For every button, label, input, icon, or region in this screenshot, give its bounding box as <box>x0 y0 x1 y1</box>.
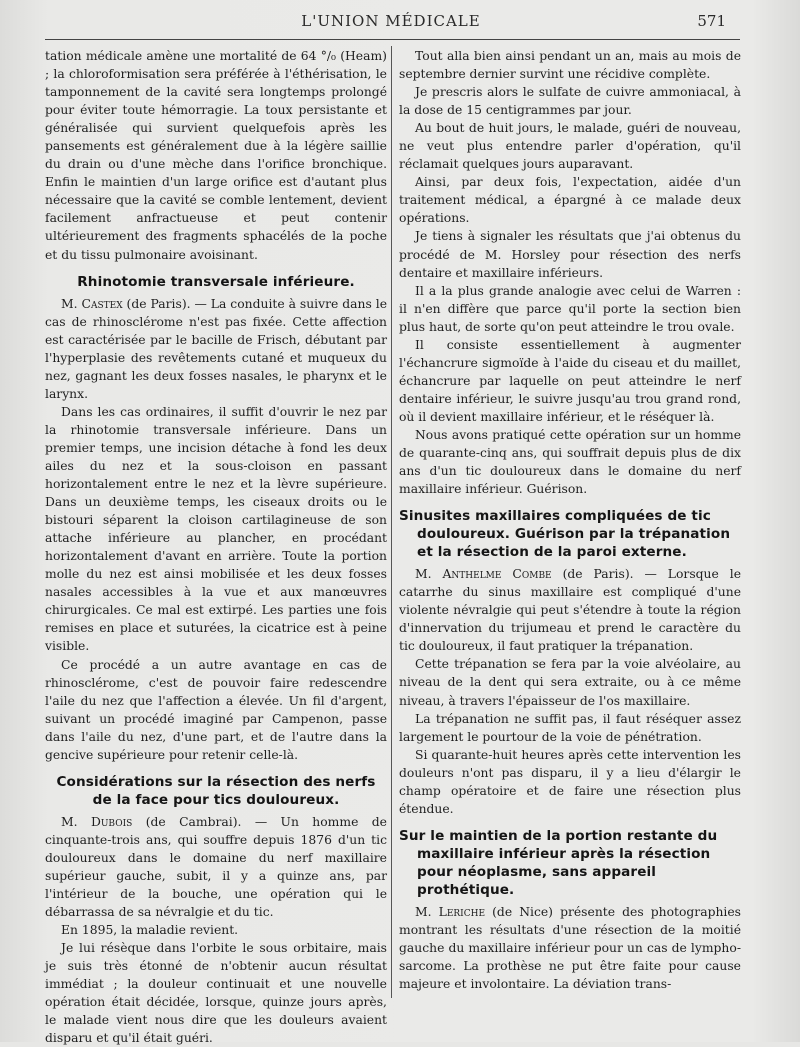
journal-title: L'UNION MÉDICALE <box>301 12 481 30</box>
paragraph: Cette trépanation se fera par la voie alvéolaire, au niveau de la dent qui sera extraite, ou à ce même niveau, à travers l'épaisseur de l'os maxillaire. <box>399 657 741 708</box>
author-name: M. Dubois <box>61 814 133 829</box>
right-column <box>399 47 741 993</box>
author-name: M. Leriche <box>415 904 486 919</box>
paragraph: Tout alla bien ainsi pendant un an, mais au mois de septembre dernier survint une récidive complète. <box>399 49 741 82</box>
paragraph: M. Anthelme Combe (de Paris). — Lorsque le catarrhe du sinus maxillaire est compliqué d'une violente névralgie qui peut s'étendre à toute la région d'innervation du trijumeau et prend le caractère du tic douloureux, il faut pratiquer la trépanation. <box>399 567 741 654</box>
column-divider <box>391 46 392 998</box>
section-heading: Considérations sur la résection des nerfs de la face pour tics douloureux. <box>56 773 376 808</box>
page-number: 571 <box>697 12 726 30</box>
paragraph: M. Dubois (de Cambrai). — Un homme de cinquante-trois ans, qui souffre depuis 1876 d'un tic douloureux dans le domaine du nerf maxillaire supérieur gauche, subit, il y a quinze ans, par l'intérieur de la bouche, une opération qui le débarrassa de sa névralgie et du tic. <box>45 814 387 920</box>
paragraph: M. Castex (de Paris). — La conduite à suivre dans le cas de rhinosclérome n'est pas fixée. Cette affection est caractérisée par le bacille de Frisch, débutant par l'hyperplasie des revêtements cutané et muqueux du nez, gagnant les deux fosses nasales, le pharynx et le larynx. <box>45 296 388 401</box>
paragraph: La trépanation ne suffit pas, il faut réséquer assez largement le pourtour de la voie de pénétration. <box>399 711 741 744</box>
paragraph: M. Leriche (de Nice) présente des photographies montrant les résultats d'une résection de la moitié gauche du maxillaire inférieur pour un cas de lympho-sarcome. La prothèse ne put être faite pour cause majeure et involontaire. La déviation trans- <box>399 904 742 992</box>
section-heading: Sinusites maxillaires compliquées de tic douloureux. Guérison par la trépanation et la résection de la paroi externe. <box>399 508 731 561</box>
left-column <box>45 47 387 1047</box>
paragraph: Je prescris alors le sulfate de cuivre ammoniacal, à la dose de 15 centigrammes par jour. <box>399 85 741 118</box>
paragraph: En 1895, la maladie revient. <box>61 923 239 938</box>
author-name: M. Castex <box>61 296 123 311</box>
section-heading: Sur le maintien de la portion restante du maxillaire inférieur après la résection pour néoplasme, sans appareil prothétique. <box>399 827 718 898</box>
header-rule <box>45 39 740 40</box>
author-name: M. Anthelme Combe <box>415 567 552 582</box>
paragraph: Ce procédé a un autre avantage en cas de rhinosclérome, c'est de pouvoir faire redescendre l'aile du nez que l'affection a élevée. Un fil d'argent, suivant un procédé imaginé par Campenon, passe dans l'aile du nez, d'une part, et de l'autre dans la gencive supérieure pour retenir celle-là. <box>45 657 387 762</box>
paragraph: Je lui résèque dans l'orbite le sous orbitaire, mais je suis très étonné de n'obtenir aucun résultat immédiat ; la douleur continuait et une nouvelle opération était décidée, lorsque, quinze jours après, le malade vient nous dire que les douleurs avaient disparu et qu'il était guéri. <box>45 941 387 1046</box>
paragraph: Dans les cas ordinaires, il suffit d'ouvrir le nez par la rhinotomie transversale inférieure. Dans un premier temps, une incision détache à fond les deux ailes du nez et la sous-cloison en passant horizontalement entre le nez et la lèvre supérieure. Dans un deuxième temps, les ciseaux droits ou le bistouri séparent la cloison cartilagineuse de son attache inférieure au plancher, en procédant horizontalement d'avant en arrière. Toute la portion molle du nez est ainsi mobilisée et les deux fosses nasales accessibles à la vue et aux manœuvres chirurgicales. Ce mal est extirpé. Les parties une fois remises en place et suturées, la cicatrice est à peine visible. <box>45 404 387 654</box>
paragraph: tation médicale amène une mortalité de 64 °/₀ (Heam) ; la chloroformisation sera préférée à l'éthérisation, le tamponnement de la cavité sera longtemps prolongé pour éviter toute hémorragie. La toux persistante et généralisée qui survient quelquefois après les pansements est généralement due à la légère saillie du drain ou d'une mèche dans l'orifice bronchique. Enfin le maintien d'un large orifice est d'autant plus nécessaire que la cavité se comble lentement, devient facilement anfractueuse et peut contenir ultérieurement des fragments sphacélés de la poche et du tissu pulmonaire avoisinant. <box>45 49 387 262</box>
page-header <box>46 12 736 36</box>
paragraph: Au bout de huit jours, le malade, guéri de nouveau, ne veut plus entendre parler d'opération, qu'il réclamait quelques jours auparavant. <box>399 121 741 172</box>
paragraph: Il a la plus grande analogie avec celui de Warren : il n'en diffère que parce qu'il porte la section bien plus haut, de sorte qu'on peut atteindre le trou ovale. <box>399 283 741 334</box>
section-heading: Rhinotomie transversale inférieure. <box>77 273 355 290</box>
paragraph: Je tiens à signaler les résultats que j'ai obtenus du procédé de M. Horsley pour résection des nerfs dentaire et maxillaire inférieurs. <box>399 229 741 280</box>
paragraph: Nous avons pratiqué cette opération sur un homme de quarante-cinq ans, qui souffrait depuis plus de dix ans d'un tic douloureux dans le domaine du nerf maxillaire inférieur. Guérison. <box>399 427 741 497</box>
paragraph: Ainsi, par deux fois, l'expectation, aidée d'un traitement médical, a épargné à ce malade deux opérations. <box>399 175 741 226</box>
paragraph: Il consiste essentiellement à augmenter l'échancrure sigmoïde à l'aide du ciseau et du maillet, échancrure par laquelle on peut atteindre le nerf dentaire inférieur, le suivre jusqu'au trou grand rond, où il devient maxillaire inférieur, et le réséquer là. <box>399 337 741 424</box>
paragraph: Si quarante-huit heures après cette intervention les douleurs n'ont pas disparu, il y a lieu d'élargir le champ opératoire et de faire une résection plus étendue. <box>399 747 741 816</box>
